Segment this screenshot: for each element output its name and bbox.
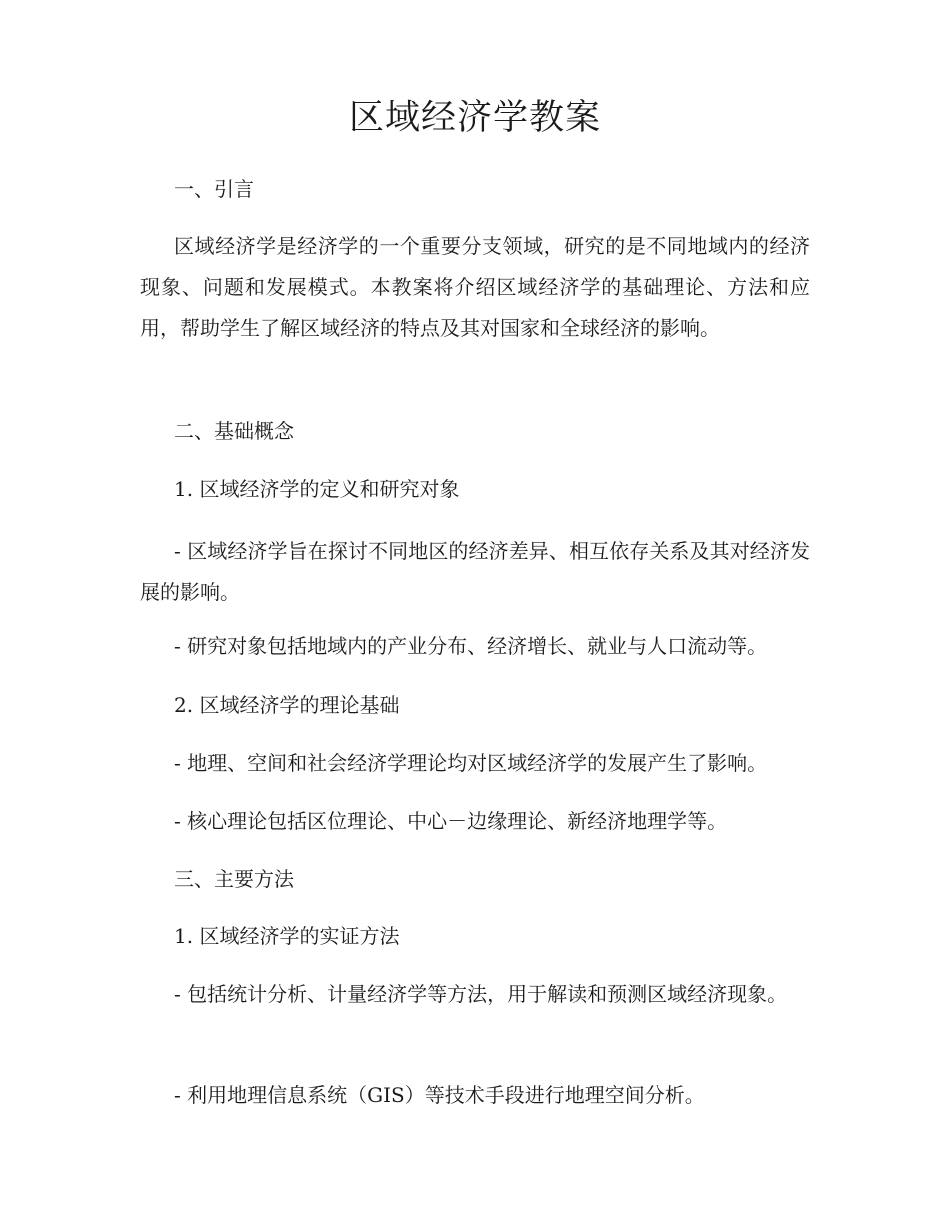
document-title: 区域经济学教案 [348, 98, 601, 138]
section-heading-intro: 一、引言 [174, 177, 254, 201]
intro-paragraph: 区域经济学是经济学的一个重要分支领域，研究的是不同地域内的经济现象、问题和发展模式。本教案将介绍区域经济学的基础理论、方法和应用，帮助学生了解区域经济的特点及其对国家和全球经济的影响。 [140, 234, 810, 340]
bullet-definition-objects: - 研究对象包括地域内的产业分布、经济增长、就业与人口流动等。 [174, 634, 768, 658]
section-heading-methods: 三、主要方法 [174, 867, 294, 891]
bullet-empirical-gis: - 利用地理信息系统（GIS）等技术手段进行地理空间分析。 [174, 1083, 705, 1107]
bullet-theory-core: - 核心理论包括区位理论、中心－边缘理论、新经济地理学等。 [174, 809, 728, 833]
subheading-empirical: 1. 区域经济学的实证方法 [174, 924, 400, 948]
section-heading-basics: 二、基础概念 [174, 419, 294, 443]
bullet-theory-influence: - 地理、空间和社会经济学理论均对区域经济学的发展产生了影响。 [174, 751, 768, 775]
bullet-definition-aim: - 区域经济学旨在探讨不同地区的经济差异、相互依存关系及其对经济发展的影响。 [140, 539, 810, 604]
subheading-definition: 1. 区域经济学的定义和研究对象 [174, 477, 460, 501]
bullet-empirical-stats: - 包括统计分析、计量经济学等方法，用于解读和预测区域经济现象。 [174, 982, 788, 1006]
subheading-theory: 2. 区域经济学的理论基础 [174, 693, 400, 717]
